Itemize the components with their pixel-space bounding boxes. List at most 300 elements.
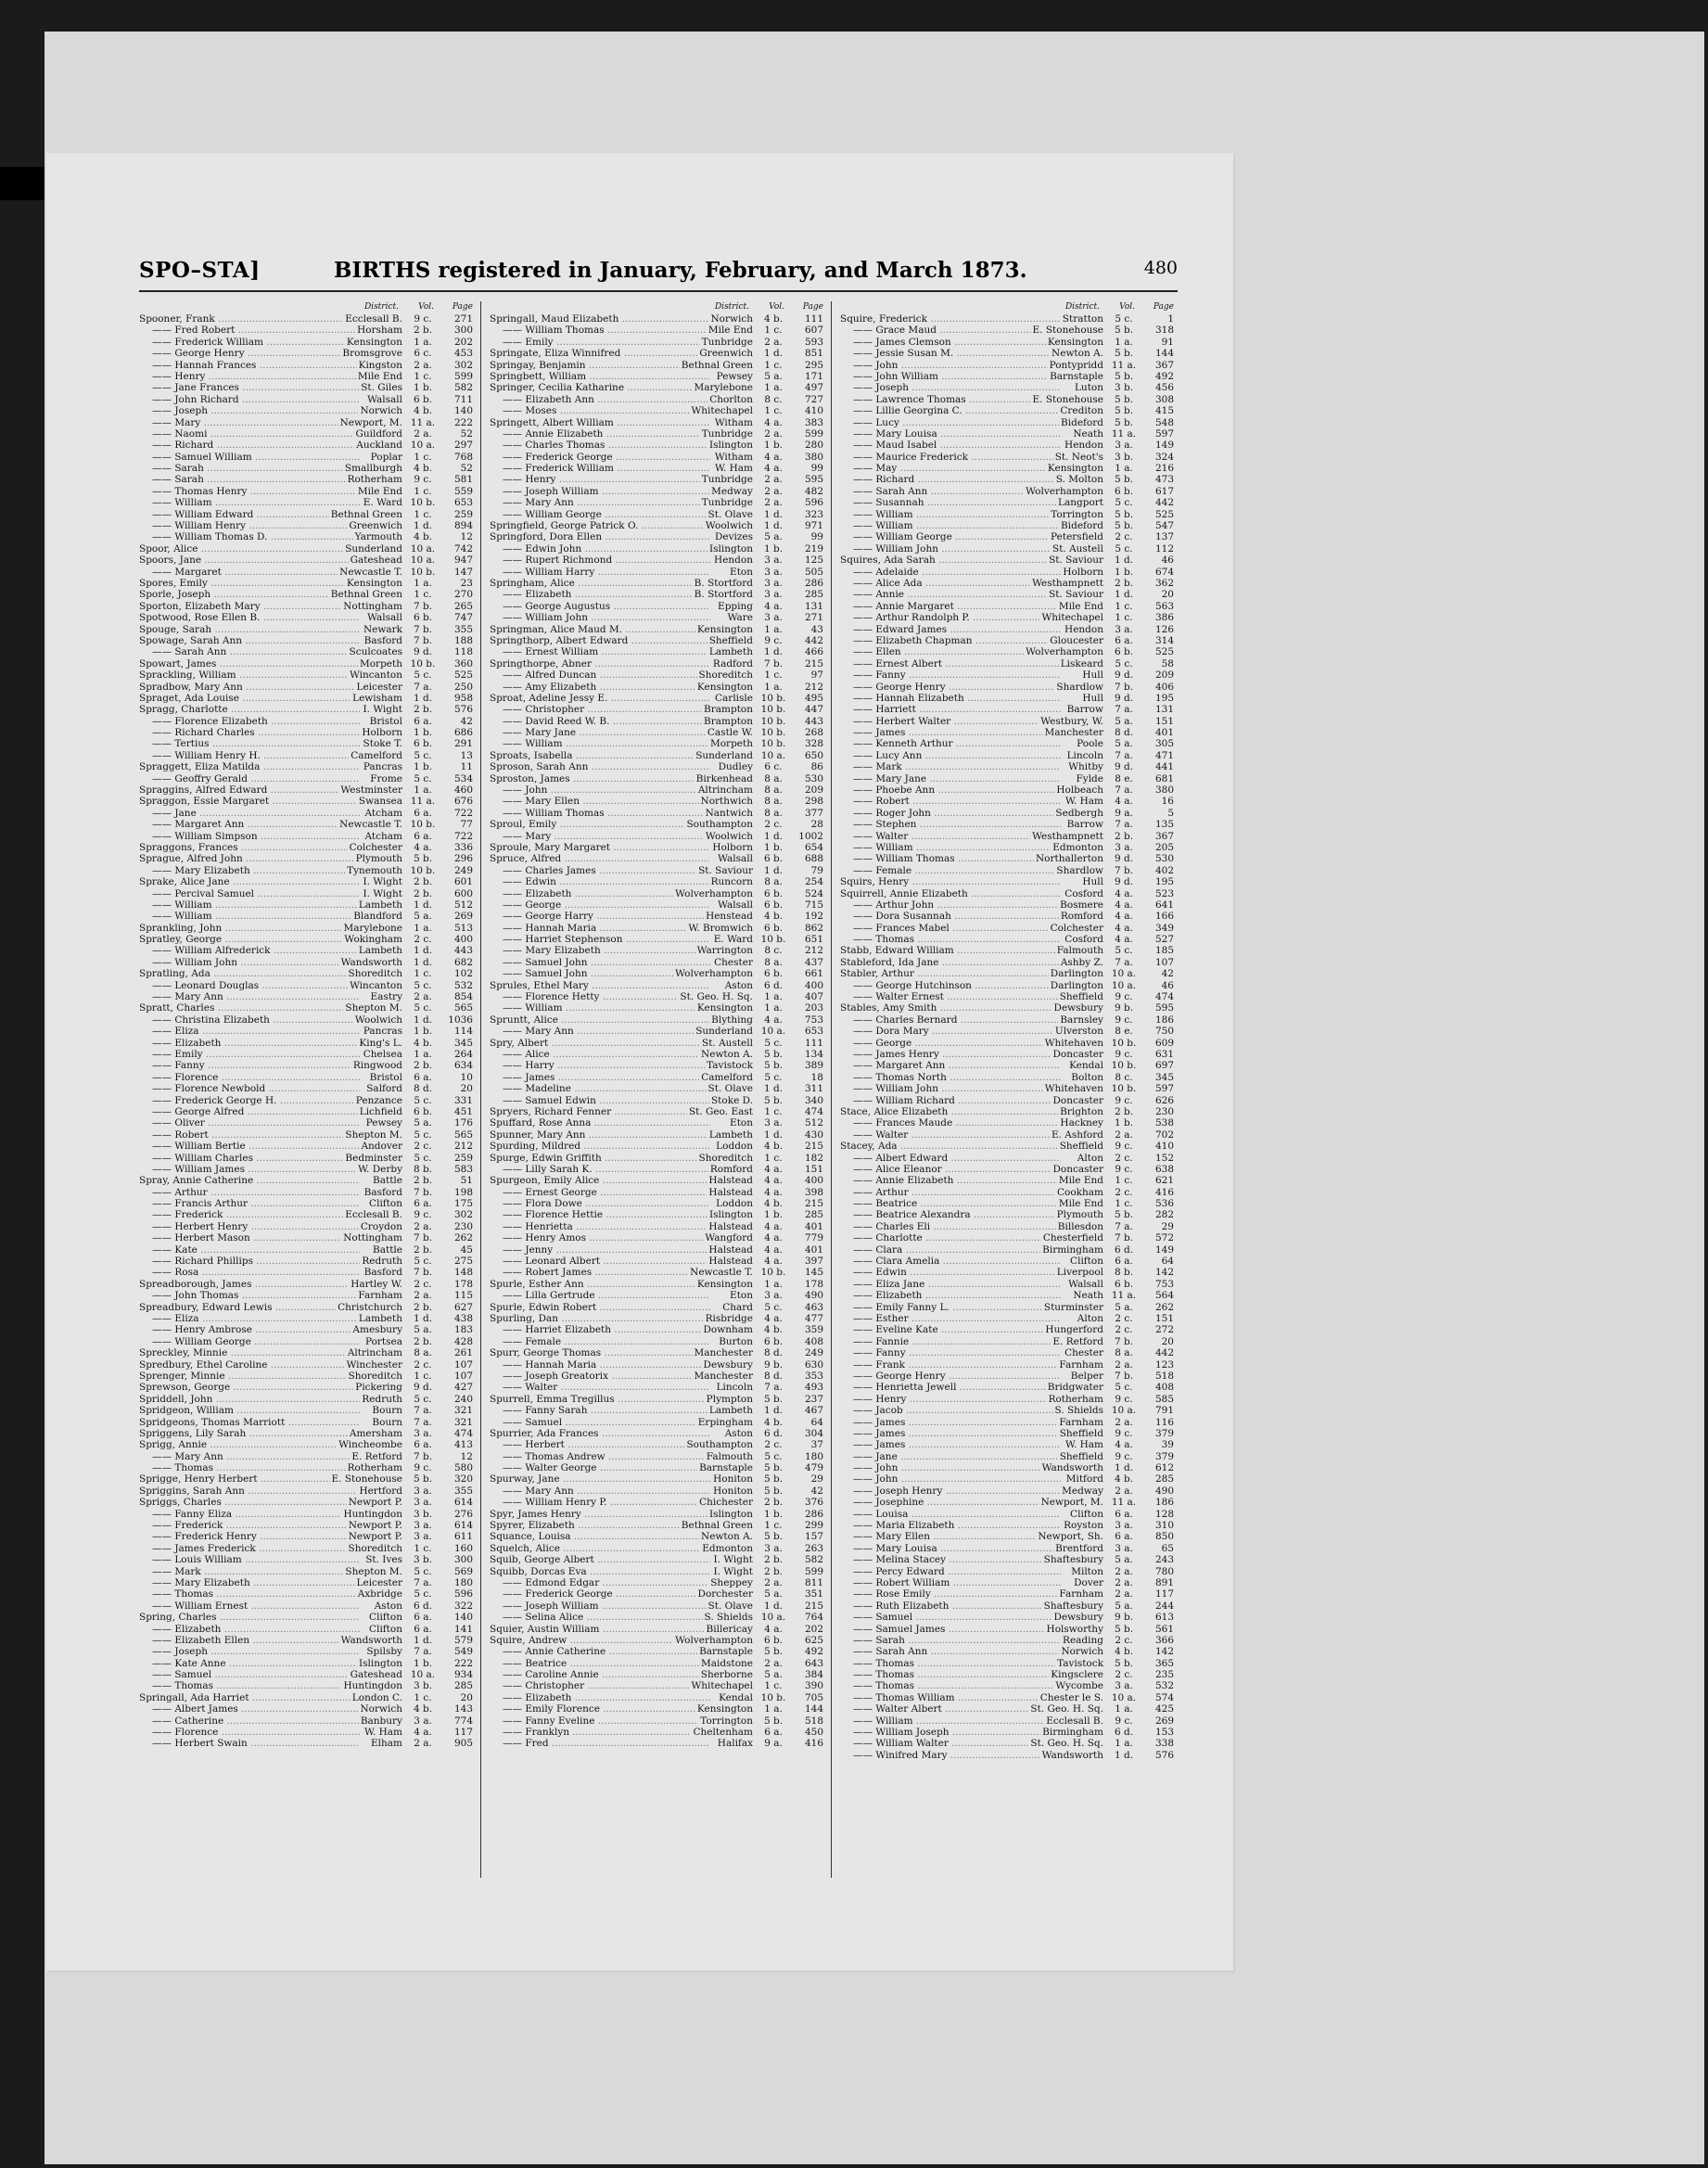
index-entry <box>139 589 473 600</box>
entry-page: 268 <box>804 727 823 739</box>
entry-district: I. Wight <box>363 704 402 716</box>
index-entry <box>490 1164 823 1175</box>
entry-page: 282 <box>1154 1209 1174 1221</box>
entry-district: Norwich <box>710 313 753 325</box>
entry-page: 532 <box>453 979 473 991</box>
entry-page: 456 <box>1154 382 1174 394</box>
index-entry <box>840 348 1174 359</box>
entry-page: 401 <box>804 1220 823 1232</box>
entry-page: 438 <box>453 1312 473 1324</box>
entry-page: 42 <box>1161 968 1174 980</box>
entry-name: —— Frederick ..... <box>152 1209 360 1220</box>
entry-name: Spratt, Charles ..... <box>139 1002 360 1014</box>
entry-page: 442 <box>804 634 823 646</box>
entry-page: 715 <box>804 899 823 911</box>
entry-name: —— Mary Louisa ..... <box>853 1543 1061 1554</box>
entry-name: —— William George ..... <box>503 509 710 520</box>
index-entry <box>490 1612 823 1623</box>
entry-district: Stoke T. <box>363 738 402 750</box>
entry-page: 490 <box>804 1290 823 1302</box>
entry-page: 582 <box>804 1554 823 1566</box>
entry-volume: 11 a. <box>1111 359 1137 371</box>
entry-name: Sprackling, William ..... <box>139 670 360 681</box>
entry-district: King's L. <box>359 1037 402 1049</box>
entry-district: Sunderland <box>695 1026 753 1038</box>
entry-page: 323 <box>804 508 823 520</box>
index-entry <box>139 1669 473 1680</box>
entry-name: Springett, Albert William ..... <box>490 417 710 428</box>
index-entry <box>139 773 473 784</box>
entry-page: 42 <box>460 715 473 727</box>
entry-volume: 5 c. <box>414 1152 432 1164</box>
entry-page: 366 <box>1154 1634 1174 1646</box>
entry-volume: 3 a. <box>764 1117 783 1129</box>
entry-district: Camelford <box>701 1071 753 1083</box>
entry-volume: 5 b. <box>763 1715 784 1727</box>
entry-district: Kensington <box>696 681 753 693</box>
entry-district: E. Ward <box>363 497 402 509</box>
entry-volume: 6 c. <box>764 761 783 773</box>
entry-district: Whitechapel <box>691 405 753 417</box>
entry-district: Halstead <box>708 1186 753 1198</box>
index-entry <box>139 658 473 670</box>
entry-district: Marylebone <box>694 382 753 394</box>
index-entry <box>490 1715 823 1727</box>
entry-page: 563 <box>1154 600 1174 612</box>
entry-name: —— Albert Edward ..... <box>853 1153 1061 1164</box>
entry-name: Sproule, Mary Margaret ..... <box>490 842 710 853</box>
entry-page: 298 <box>804 796 823 808</box>
entry-name: —— Elizabeth Ellen ..... <box>152 1635 360 1646</box>
entry-volume: 1 c. <box>414 1691 432 1703</box>
entry-district: Clifton <box>1070 1508 1103 1520</box>
entry-district: Farnham <box>1059 1416 1103 1428</box>
entry-volume: 3 a. <box>764 577 783 589</box>
index-entry <box>139 1394 473 1405</box>
entry-page: 212 <box>804 945 823 957</box>
entry-page: 280 <box>804 440 823 452</box>
entry-page: 244 <box>1154 1600 1174 1612</box>
entry-volume: 1 d. <box>413 520 433 532</box>
entry-volume: 3 a. <box>414 1531 432 1543</box>
entry-name: —— Mary Jane ..... <box>853 773 1061 784</box>
index-entry <box>490 1129 823 1141</box>
entry-name: —— Grace Maud ..... <box>853 325 1061 336</box>
entry-page: 203 <box>804 1002 823 1014</box>
entry-page: 114 <box>453 1026 473 1038</box>
index-entry <box>490 1209 823 1220</box>
entry-district: Chester <box>714 956 753 968</box>
index-entry <box>139 1313 473 1324</box>
entry-volume: 2 c. <box>1115 1186 1133 1198</box>
entry-volume: 5 c. <box>1115 497 1133 509</box>
entry-volume: 4 a. <box>764 1220 783 1232</box>
entry-page: 311 <box>804 1083 823 1095</box>
entry-name: —— Sarah Ann ..... <box>853 1646 1061 1657</box>
entry-name: —— Fanny ..... <box>152 1060 360 1071</box>
index-entry <box>490 1302 823 1313</box>
entry-name: —— Moses ..... <box>503 405 710 416</box>
entry-district: Farnham <box>1059 1358 1103 1371</box>
entry-name: —— Eliza ..... <box>152 1313 360 1324</box>
entry-page: 534 <box>453 772 473 784</box>
entry-district: Milton <box>1071 1565 1103 1577</box>
entry-page: 413 <box>453 1439 473 1451</box>
entry-page: 276 <box>453 1508 473 1520</box>
entry-page: 263 <box>804 1542 823 1554</box>
index-entry <box>490 1371 823 1382</box>
entry-name: —— Elizabeth ..... <box>152 1624 360 1635</box>
entry-volume: 1 a. <box>1115 336 1133 348</box>
entry-page: 148 <box>453 1267 473 1279</box>
index-entry <box>139 428 473 440</box>
index-entry <box>490 1336 823 1347</box>
entry-district: Nottingham <box>343 600 402 612</box>
entry-page: 302 <box>453 1209 473 1221</box>
entry-page: 230 <box>453 1220 473 1232</box>
index-entry <box>490 968 823 979</box>
entry-district: Bolton <box>1071 1071 1103 1083</box>
entry-volume: 1 d. <box>763 1129 784 1141</box>
entry-volume: 6 b. <box>1114 1278 1134 1290</box>
entry-page: 320 <box>453 1473 473 1486</box>
entry-volume: 9 c. <box>414 1209 432 1221</box>
index-entry <box>139 497 473 508</box>
entry-page: 530 <box>804 772 823 784</box>
entry-page: 359 <box>804 1324 823 1336</box>
entry-name: Springthorpe, Abner ..... <box>490 658 710 670</box>
entry-name: Spring, Charles ..... <box>139 1612 360 1623</box>
entry-volume: 8 a. <box>764 784 783 797</box>
entry-name: —— Hannah Maria ..... <box>503 1359 710 1371</box>
entry-volume: 1 a. <box>1115 1703 1133 1715</box>
entry-name: Springall, Ada Harriet ..... <box>139 1692 360 1703</box>
entry-volume: 9 a. <box>764 1738 783 1750</box>
entry-name: —— Female ..... <box>503 1336 710 1347</box>
entry-volume: 4 b. <box>763 1141 784 1153</box>
entry-name: —— Samuel ..... <box>152 1669 360 1680</box>
entry-district: Tynemouth <box>347 864 402 876</box>
entry-district: W. Ham <box>363 1727 402 1739</box>
entry-volume: 1 d. <box>763 864 784 876</box>
entry-volume: 5 c. <box>414 772 432 784</box>
index-entry <box>139 1038 473 1049</box>
entry-name: —— Albert James ..... <box>152 1703 360 1715</box>
entry-name: —— William Thomas ..... <box>853 853 1061 864</box>
entry-volume: 3 a. <box>764 555 783 567</box>
index-entry <box>490 440 823 451</box>
entry-name: —— Female ..... <box>853 865 1061 876</box>
index-entry <box>490 1256 823 1267</box>
entry-page: 549 <box>453 1646 473 1658</box>
entry-district: Reading <box>1063 1634 1103 1646</box>
entry-page: 474 <box>1154 991 1174 1003</box>
entry-district: Kensington <box>1047 336 1103 348</box>
entry-page: 240 <box>453 1393 473 1405</box>
entry-page: 634 <box>453 1060 473 1072</box>
entry-volume: 2 b. <box>413 1301 433 1313</box>
entry-page: 415 <box>1154 405 1174 417</box>
entry-volume: 2 a. <box>414 991 432 1003</box>
entry-district: Mile End <box>1058 1175 1103 1187</box>
entry-name: —— William ..... <box>853 1715 1061 1727</box>
entry-name: Sporle, Joseph ..... <box>139 589 360 600</box>
entry-page: 811 <box>804 1576 823 1588</box>
index-entry <box>840 1703 1174 1715</box>
entry-name: —— Maud Isabel ..... <box>853 440 1061 451</box>
entry-district: Tunbridge <box>701 497 753 509</box>
entry-name: —— Walter ..... <box>853 831 1061 842</box>
entry-district: Spilsby <box>366 1646 402 1658</box>
entry-district: Wandsworth <box>340 956 402 968</box>
entry-district: Stratton <box>1062 313 1103 325</box>
entry-volume: 8 b. <box>1114 1267 1134 1279</box>
entry-page: 641 <box>1154 899 1174 911</box>
entry-district: Marylebone <box>343 922 402 934</box>
index-entry <box>840 601 1174 612</box>
entry-page: 219 <box>804 542 823 555</box>
entry-district: Ringwood <box>352 1060 402 1072</box>
entry-volume: 9 c. <box>1115 1427 1133 1439</box>
index-entry <box>139 1715 473 1727</box>
scan-edge-mark <box>0 167 45 200</box>
entry-district: Radford <box>712 657 753 670</box>
entry-district: St. Geo. H. Sq. <box>1030 1703 1103 1715</box>
entry-volume: 4 b. <box>413 1703 433 1715</box>
index-entry <box>490 360 823 371</box>
entry-name: —— Samuel James ..... <box>853 1624 1061 1635</box>
entry-district: Pewsey <box>365 1117 402 1129</box>
entry-district: Warrington <box>696 945 753 957</box>
entry-district: Bethnal Green <box>330 589 402 601</box>
entry-volume: 3 a. <box>414 1715 432 1727</box>
entry-volume: 7 b. <box>413 1267 433 1279</box>
entry-page: 400 <box>804 1175 823 1187</box>
entry-volume: 5 b. <box>1114 1209 1134 1221</box>
entry-name: Springfield, George Patrick O. ..... <box>490 520 710 531</box>
index-entry <box>139 555 473 566</box>
index-entry <box>139 865 473 876</box>
entry-district: St. Ives <box>365 1554 402 1566</box>
entry-district: Newport, Sh. <box>1038 1531 1103 1543</box>
entry-page: 607 <box>804 325 823 337</box>
entry-name: —— James ..... <box>853 1439 1061 1450</box>
entry-page: 518 <box>804 1715 823 1727</box>
entry-page: 140 <box>453 1612 473 1624</box>
entry-page: 198 <box>453 1186 473 1198</box>
entry-name: Spurway, Jane ..... <box>490 1473 710 1485</box>
entry-district: Woolwich <box>705 520 753 532</box>
index-entry <box>840 738 1174 749</box>
index-entry <box>139 440 473 451</box>
entry-district: Lambeth <box>708 1405 753 1417</box>
entry-district: Epping <box>718 600 753 612</box>
index-entry <box>490 1083 823 1094</box>
entry-volume: 10 b. <box>760 727 786 739</box>
entry-district: Hackney <box>1060 1117 1103 1129</box>
entry-district: Wolverhampton <box>675 968 753 980</box>
index-entry <box>490 1727 823 1738</box>
entry-volume: 2 c. <box>414 1278 432 1290</box>
entry-page: 398 <box>804 1186 823 1198</box>
entry-page: 532 <box>1154 1680 1174 1692</box>
entry-page: 42 <box>810 1485 823 1497</box>
index-entry <box>490 750 823 761</box>
entry-volume: 2 a. <box>764 336 783 348</box>
entry-name: —— Beatrice Alexandra ..... <box>853 1209 1061 1220</box>
entry-volume: 3 a. <box>1115 1520 1133 1532</box>
entry-page: 215 <box>804 1141 823 1153</box>
entry-name: —— Edwin ..... <box>853 1267 1061 1278</box>
index-entry <box>139 1221 473 1232</box>
entry-page: 579 <box>453 1634 473 1646</box>
column-header-vol: Vol. <box>1119 302 1135 312</box>
entry-name: —— Kenneth Arthur ..... <box>853 738 1061 749</box>
entry-name: Springall, Maud Elizabeth ..... <box>490 313 710 325</box>
index-entry <box>490 831 823 842</box>
entry-volume: 5 a. <box>1115 715 1133 727</box>
index-entry <box>840 899 1174 911</box>
entry-district: Redruth <box>362 1393 402 1405</box>
index-entry <box>840 716 1174 727</box>
entry-district: Wincanton <box>350 979 402 991</box>
entry-volume: 5 c. <box>414 749 432 761</box>
entry-volume: 1 d. <box>763 520 784 532</box>
entry-page: 304 <box>804 1427 823 1439</box>
entry-page: 599 <box>804 427 823 440</box>
entry-volume: 7 b. <box>413 634 433 646</box>
index-entry <box>139 727 473 738</box>
entry-district: E. Ashford <box>1051 1129 1103 1141</box>
index-entry <box>139 624 473 635</box>
entry-name: Spraggett, Eliza Matilda ..... <box>139 761 360 772</box>
index-entry <box>490 682 823 693</box>
entry-volume: 1 b. <box>413 761 433 773</box>
entry-volume: 9 c. <box>1115 1094 1133 1106</box>
index-entry <box>490 382 823 393</box>
index-entry <box>490 612 823 623</box>
entry-district: Basford <box>363 634 402 646</box>
entry-district: Cookham <box>1056 1186 1103 1198</box>
entry-page: 479 <box>804 1462 823 1474</box>
entry-page: 753 <box>804 1014 823 1026</box>
entry-page: 107 <box>1154 956 1174 968</box>
entry-volume: 1 c. <box>764 1105 783 1117</box>
index-entry <box>840 1060 1174 1071</box>
entry-page: 180 <box>453 1576 473 1588</box>
entry-volume: 1 b. <box>763 1209 784 1221</box>
entry-district: Halifax <box>717 1738 753 1750</box>
entry-name: —— Susannah ..... <box>853 497 1061 508</box>
entry-page: 711 <box>453 393 473 405</box>
entry-district: Redruth <box>362 1256 402 1268</box>
entry-volume: 5 c. <box>1115 657 1133 670</box>
entry-name: —— Jacob ..... <box>853 1405 1061 1416</box>
entry-volume: 11 a. <box>410 796 436 808</box>
entry-volume: 1 d. <box>763 348 784 360</box>
index-entry <box>490 646 823 657</box>
entry-volume: 10 a. <box>410 555 436 567</box>
entry-name: —— Hannah Maria ..... <box>503 923 710 934</box>
entry-page: 442 <box>1154 1347 1174 1359</box>
index-entry <box>139 1703 473 1715</box>
index-entry <box>840 531 1174 542</box>
entry-page: 638 <box>1154 1163 1174 1175</box>
index-entry <box>490 899 823 911</box>
entry-volume: 6 a. <box>1115 1508 1133 1520</box>
entry-district: Eton <box>730 566 753 578</box>
entry-district: Yarmouth <box>354 531 402 543</box>
index-entry <box>840 635 1174 646</box>
entry-district: Bristol <box>369 1071 402 1083</box>
index-entry <box>840 1669 1174 1680</box>
entry-volume: 7 a. <box>764 1382 783 1394</box>
entry-page: 215 <box>804 1600 823 1612</box>
entry-page: 727 <box>804 393 823 405</box>
entry-name: —— Charles Eli ..... <box>853 1221 1061 1232</box>
entry-page: 580 <box>453 1462 473 1474</box>
index-entry <box>490 1060 823 1071</box>
entry-name: —— Annie Catherine ..... <box>503 1646 710 1657</box>
entry-volume: 9 c. <box>1115 991 1133 1003</box>
entry-volume: 4 a. <box>764 1163 783 1175</box>
entry-name: —— Dora Susannah ..... <box>853 911 1061 922</box>
entry-name: —— James Henry ..... <box>853 1049 1061 1060</box>
entry-district: Westhampnett <box>1032 577 1103 589</box>
entry-name: —— Walter ..... <box>503 1382 710 1393</box>
entry-name: Stacey, Ada ..... <box>840 1141 1061 1152</box>
entry-district: Halstead <box>708 1243 753 1256</box>
entry-name: —— Francis Arthur ..... <box>152 1198 360 1209</box>
entry-name: Spotwood, Rose Ellen B. ..... <box>139 612 360 623</box>
entry-volume: 6 b. <box>413 612 433 624</box>
entry-page: 599 <box>453 370 473 382</box>
entry-volume: 5 b. <box>1114 520 1134 532</box>
index-entry <box>139 1451 473 1462</box>
entry-volume: 1 d. <box>763 1405 784 1417</box>
entry-page: 654 <box>804 841 823 853</box>
entry-page: 408 <box>1154 1382 1174 1394</box>
entry-district: Risbridge <box>705 1312 753 1324</box>
entry-name: —— William Walter ..... <box>853 1738 1061 1749</box>
entry-page: 524 <box>804 887 823 899</box>
index-entry <box>139 738 473 749</box>
entry-page: 527 <box>1154 934 1174 946</box>
index-entry <box>840 1049 1174 1060</box>
entry-page: 474 <box>453 1427 473 1439</box>
entry-page: 296 <box>453 853 473 865</box>
entry-district: Southampton <box>686 1439 753 1451</box>
entry-name: Spriggens, Lily Sarah ..... <box>139 1428 360 1439</box>
entry-district: Christchurch <box>338 1301 402 1313</box>
entry-volume: 6 a. <box>414 1071 432 1083</box>
entry-volume: 1 c. <box>414 968 432 980</box>
entry-page: 117 <box>1154 1588 1174 1600</box>
index-entry <box>840 405 1174 416</box>
entry-name: —— James Frederick ..... <box>152 1543 360 1554</box>
index-entry <box>490 405 823 416</box>
entry-name: —— Herbert Henry ..... <box>152 1221 360 1232</box>
entry-volume: 7 a. <box>414 681 432 693</box>
entry-name: —— George ..... <box>503 899 710 911</box>
entry-district: E. Stonehouse <box>1032 325 1103 337</box>
entry-name: —— Mary Ann ..... <box>503 497 710 508</box>
index-entry <box>139 831 473 842</box>
entry-page: 112 <box>1154 542 1174 555</box>
entry-volume: 9 b. <box>763 1358 784 1371</box>
entry-name: Spragg, Charlotte ..... <box>139 704 360 715</box>
index-entry <box>840 1428 1174 1439</box>
